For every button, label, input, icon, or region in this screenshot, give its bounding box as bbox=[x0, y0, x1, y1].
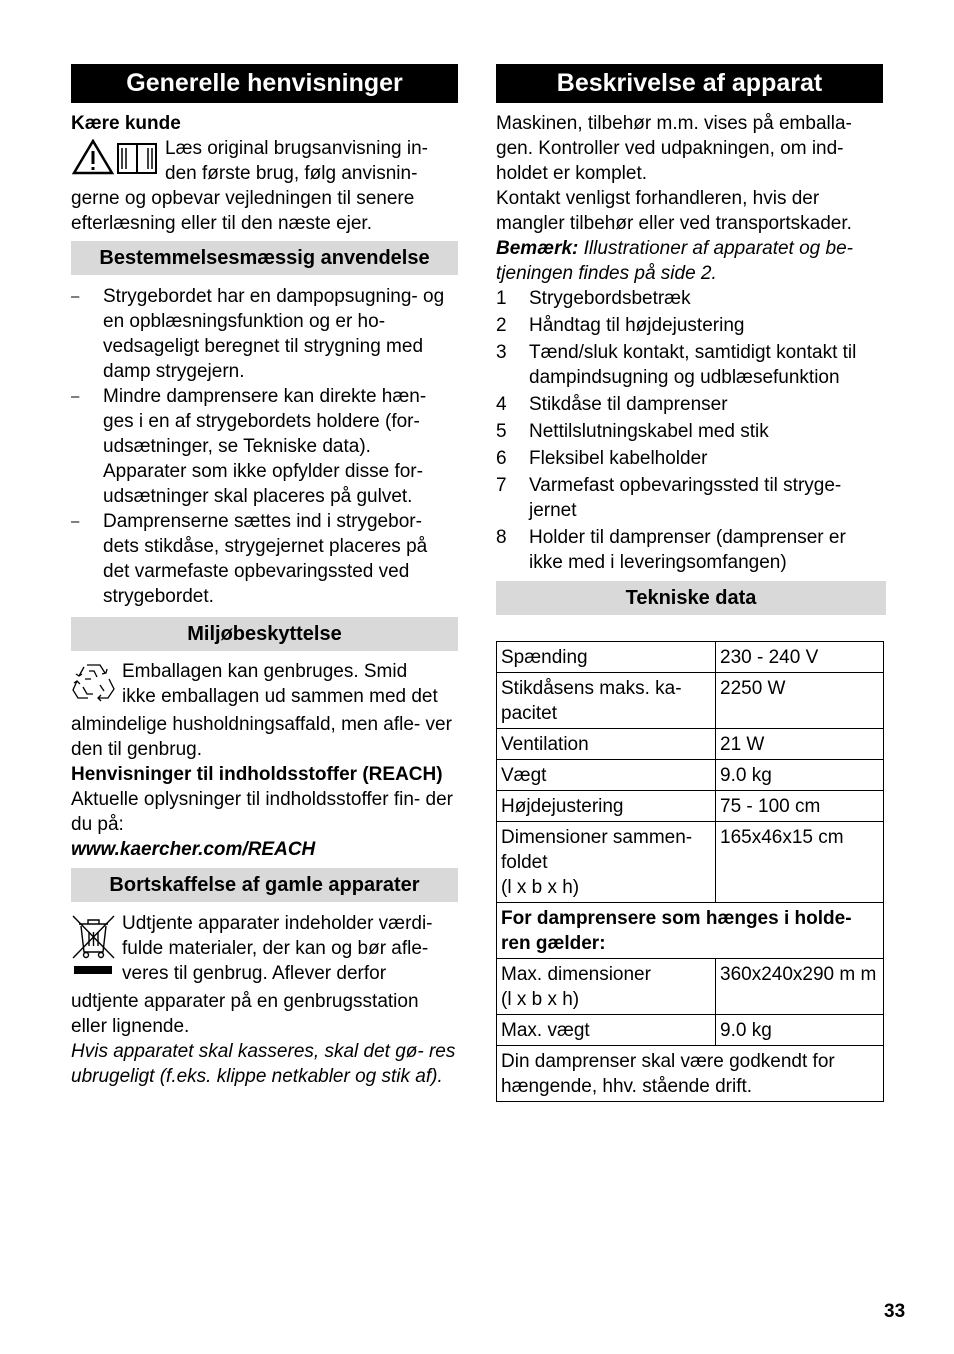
reach-text: Aktuelle oplysninger til indholdsstoffer fin- der du på: bbox=[71, 789, 453, 835]
list-item: 8 Holder til damprenser (damprenser er ikke med i leveringsomfangen) bbox=[496, 527, 846, 573]
section-title-general: Generelle henvisninger bbox=[71, 64, 458, 103]
tech-footer: Din damprenser skal være godkendt for hængende, hhv. stående drift. bbox=[497, 1046, 884, 1102]
section-title-description: Beskrivelse af apparat bbox=[496, 64, 883, 103]
dash-bullet: – bbox=[71, 288, 80, 305]
right-column bbox=[496, 64, 884, 1102]
dash-bullet: – bbox=[71, 513, 80, 530]
note-label: Bemærk: bbox=[496, 238, 579, 259]
list-item: – Strygebordet har en dampopsugning- og en opblæsningsfunktion og er ho- vedsageligt beregnet til strygning med damp strygejern. bbox=[71, 286, 445, 382]
recycling-icon bbox=[71, 661, 116, 712]
env-line-1: Emballagen kan genbruges. Smid bbox=[122, 661, 408, 682]
table-row: Max. vægt 9.0 kg bbox=[497, 1015, 884, 1046]
use-list bbox=[71, 284, 458, 609]
list-item: 6 Fleksibel kabelholder bbox=[496, 448, 708, 469]
table-row: Ventilation 21 W bbox=[497, 729, 884, 760]
intro-block bbox=[71, 136, 458, 236]
intro-rest: gerne og opbevar vejledningen til senere efterlæsning eller til den næste ejer. bbox=[71, 188, 415, 234]
description-note bbox=[496, 236, 884, 286]
table-row: Spænding 230 - 240 V bbox=[497, 642, 884, 673]
list-item: 4 Stikdåse til damprenser bbox=[496, 394, 728, 415]
disposal-line-2: fulde materialer, der kan og bør afle- bbox=[122, 938, 429, 959]
parts-list bbox=[496, 286, 884, 575]
table-row bbox=[497, 903, 884, 959]
list-item: – Damprenserne sættes ind i strygebor- dets stikdåse, strygejernet placeres på det varmefaste opbevaringssted ved strygebordet. bbox=[71, 511, 428, 607]
tech-table bbox=[496, 641, 884, 1102]
disposal-line-1: Udtjente apparater indeholder værdi- bbox=[122, 913, 433, 934]
table-row: Højdejustering 75 - 100 cm bbox=[497, 791, 884, 822]
list-item: 7 Varmefast opbevaringssted til stryge- jernet bbox=[496, 475, 842, 521]
disposal-note: Hvis apparatet skal kasseres, skal det gø- res ubrugeligt (f.eks. klippe netkabler og stik af). bbox=[71, 1041, 456, 1087]
section-heading-disposal: Bortskaffelse af gamle apparater bbox=[71, 868, 458, 902]
intro-line-1: Læs original brugsanvisning in- bbox=[165, 138, 428, 159]
list-item: 3 Tænd/sluk kontakt, samtidigt kontakt til dampindsugning og udblæsefunktion bbox=[496, 342, 857, 388]
page-number: 33 bbox=[884, 1301, 906, 1322]
list-item: – Mindre damprensere kan direkte hæn- ges i en af strygebordets holdere (for- udsætninger, se Tekniske data). Apparater som ikke opfylder disse for- udsætninger skal placeres på gulvet. bbox=[71, 386, 427, 507]
disposal-rest: udtjente apparater på en genbrugsstation eller lignende. bbox=[71, 991, 419, 1037]
env-line-2: ikke emballagen ud sammen med det bbox=[122, 686, 438, 707]
table-row bbox=[497, 1046, 884, 1102]
environment-block bbox=[71, 659, 458, 762]
table-row: Dimensioner sammen- foldet (l x b x h) 165x46x15 cm bbox=[497, 822, 884, 903]
tech-subheading: For damprensere som hænges i holde- ren gælder: bbox=[497, 903, 884, 959]
list-item: 2 Håndtag til højdejustering bbox=[496, 315, 745, 336]
disposal-block bbox=[71, 911, 458, 1039]
reach-heading: Henvisninger til indholdsstoffer (REACH) bbox=[71, 764, 443, 785]
crossed-bin-icon bbox=[71, 912, 116, 989]
env-rest: almindelige husholdningsaffald, men afle- ver den til genbrug. bbox=[71, 714, 452, 760]
intro-line-2: den første brug, følg anvisnin- bbox=[165, 163, 418, 184]
list-item: 1 Strygebordsbetræk bbox=[496, 288, 691, 309]
section-heading-environment: Miljøbeskyttelse bbox=[71, 617, 458, 651]
reach-url: www.kaercher.com/REACH bbox=[71, 839, 316, 860]
warning-manual-icon bbox=[71, 139, 159, 182]
table-row: Max. dimensioner (l x b x h) 360x240x290 m m bbox=[497, 959, 884, 1015]
left-column bbox=[71, 64, 458, 1089]
description-intro: Maskinen, tilbehør m.m. vises på emballa- gen. Kontroller ved udpakningen, om ind- holdet er komplet. bbox=[496, 113, 852, 184]
disposal-line-3: veres til genbrug. Aflever derfor bbox=[122, 963, 387, 984]
greeting: Kære kunde bbox=[71, 113, 181, 134]
description-contact: Kontakt venligst forhandleren, hvis der mangler tilbehør eller ved transportskader. bbox=[496, 188, 852, 234]
note-text: Illustrationer af apparatet og be- tjeningen findes på side 2. bbox=[496, 238, 853, 284]
table-row: Vægt 9.0 kg bbox=[497, 760, 884, 791]
section-heading-use: Bestemmelsesmæssig anvendelse bbox=[71, 241, 458, 275]
dash-bullet: – bbox=[71, 388, 80, 405]
section-heading-tech: Tekniske data bbox=[496, 581, 886, 615]
list-item: 5 Nettilslutningskabel med stik bbox=[496, 421, 769, 442]
table-row: Stikdåsens maks. ka- pacitet 2250 W bbox=[497, 673, 884, 729]
